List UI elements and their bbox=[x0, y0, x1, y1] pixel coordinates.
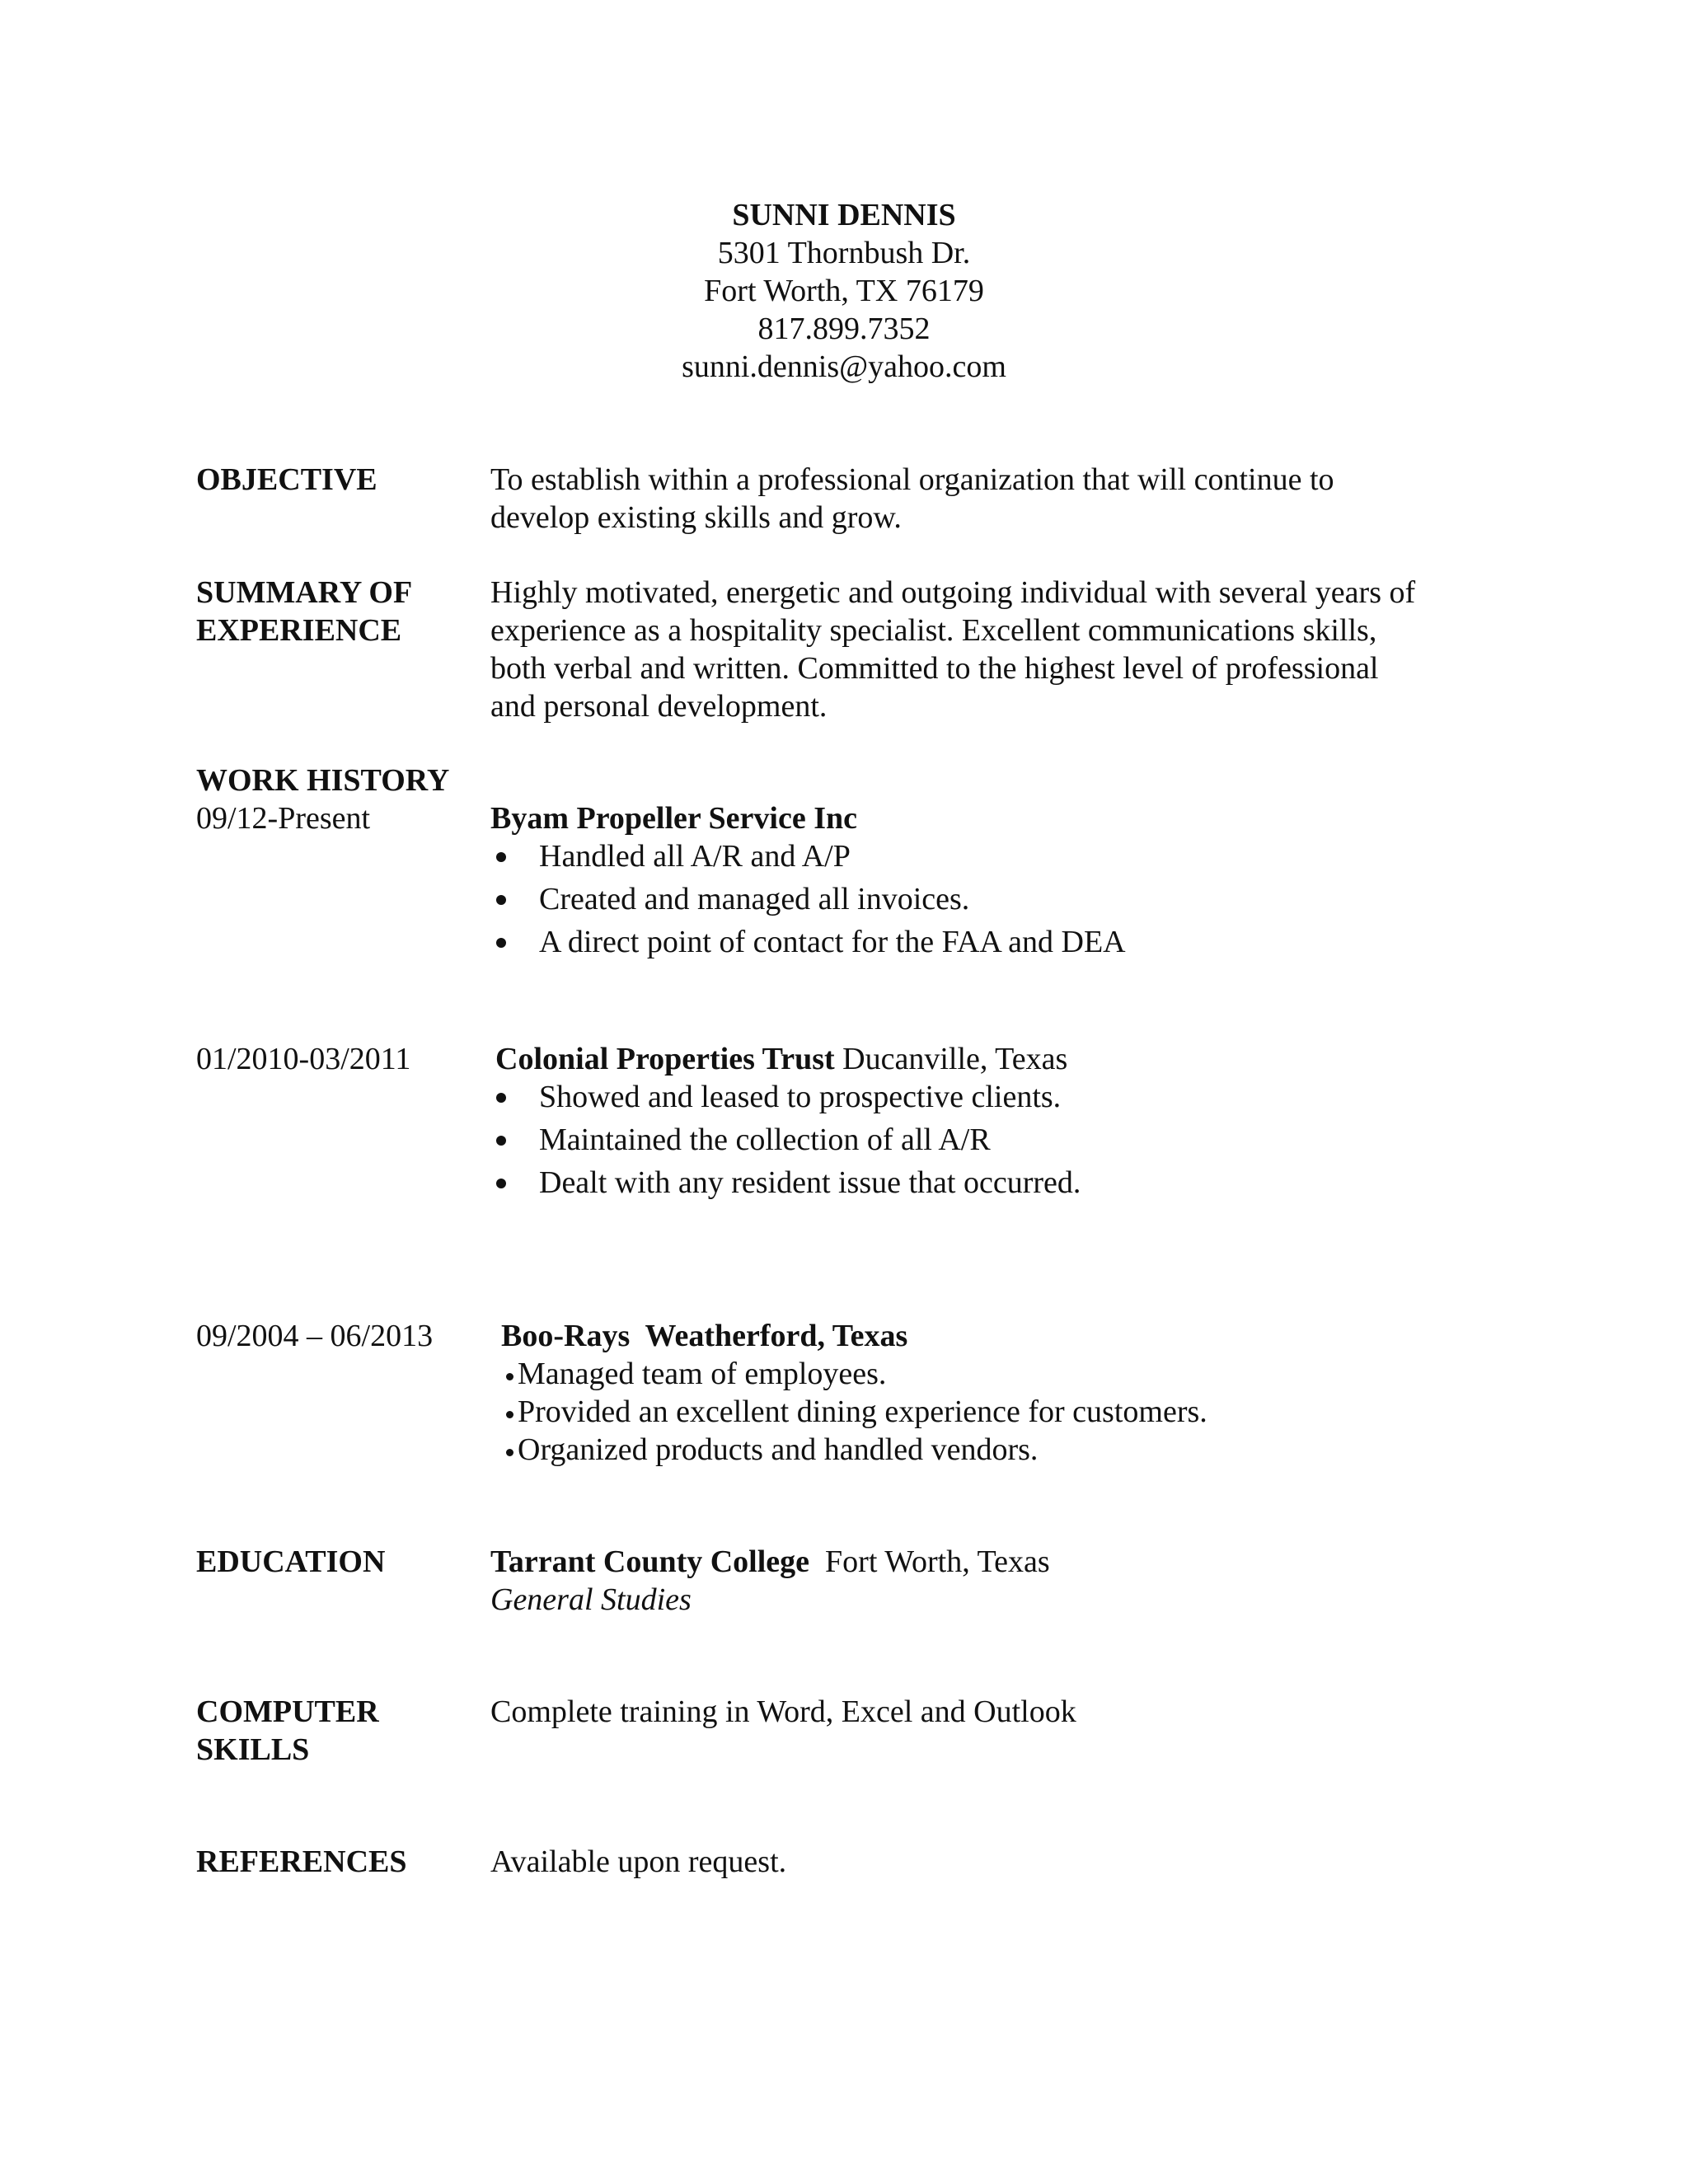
job-bullet: Created and managed all invoices. bbox=[539, 882, 970, 916]
objective-line: To establish within a professional organization that will continue to bbox=[490, 462, 1334, 497]
job-dates: 01/2010-03/2011 bbox=[196, 1042, 411, 1076]
phone-number: 817.899.7352 bbox=[757, 312, 931, 346]
education-school-line bbox=[490, 1543, 1050, 1581]
summary-heading-line1: SUMMARY OF bbox=[196, 575, 413, 610]
education-program: General Studies bbox=[490, 1582, 692, 1617]
address-city: Fort Worth, TX 76179 bbox=[704, 274, 984, 308]
bullet-dot bbox=[496, 895, 506, 905]
work-history-heading: WORK HISTORY bbox=[196, 763, 450, 798]
education-location: Fort Worth, Texas bbox=[825, 1544, 1050, 1579]
summary-line: experience as a hospitality specialist. Excellent communications skills, bbox=[490, 613, 1377, 648]
job-employer: Colonial Properties Trust bbox=[495, 1042, 835, 1076]
summary-heading-line2: EXPERIENCE bbox=[196, 613, 402, 648]
objective-heading: OBJECTIVE bbox=[196, 462, 377, 497]
computer-skills-heading-line1: COMPUTER bbox=[196, 1694, 379, 1729]
job-employer-line bbox=[495, 1040, 1067, 1078]
bullet-dot bbox=[506, 1449, 513, 1456]
applicant-name: SUNNI DENNIS bbox=[732, 198, 956, 232]
job-bullet: Dealt with any resident issue that occurred. bbox=[539, 1165, 1081, 1200]
email-address: sunni.dennis@yahoo.com bbox=[682, 349, 1006, 384]
bullet-dot bbox=[496, 1093, 506, 1103]
computer-skills-text: Complete training in Word, Excel and Outlook bbox=[490, 1694, 1076, 1729]
references-heading: REFERENCES bbox=[196, 1844, 407, 1879]
job-bullet: Showed and leased to prospective clients. bbox=[539, 1080, 1062, 1114]
bullet-dot bbox=[496, 938, 506, 948]
summary-line: both verbal and written. Committed to the highest level of professional bbox=[490, 651, 1379, 686]
bullet-dot bbox=[506, 1373, 513, 1380]
education-heading: EDUCATION bbox=[196, 1544, 386, 1579]
summary-line: Highly motivated, energetic and outgoing individual with several years of bbox=[490, 575, 1416, 610]
job-location: Ducanville, Texas bbox=[842, 1042, 1068, 1076]
job-employer: Boo-Rays Weatherford, Texas bbox=[501, 1319, 908, 1353]
summary-line: and personal development. bbox=[490, 689, 828, 724]
job-dates: 09/2004 – 06/2013 bbox=[196, 1319, 434, 1353]
education-school: Tarrant County College bbox=[490, 1544, 810, 1579]
job-bullet: Organized products and handled vendors. bbox=[518, 1432, 1039, 1467]
job-dates: 09/12-Present bbox=[196, 801, 371, 836]
bullet-dot bbox=[496, 1179, 506, 1188]
job-bullet: Maintained the collection of all A/R bbox=[539, 1122, 991, 1157]
job-employer: Byam Propeller Service Inc bbox=[490, 801, 857, 836]
job-bullet: A direct point of contact for the FAA and DEA bbox=[539, 925, 1126, 959]
bullet-dot bbox=[496, 1136, 506, 1146]
job-bullet: Managed team of employees. bbox=[518, 1357, 887, 1391]
address-street: 5301 Thornbush Dr. bbox=[717, 236, 971, 270]
references-text: Available upon request. bbox=[490, 1844, 787, 1879]
bullet-dot bbox=[496, 852, 506, 862]
job-bullet: Handled all A/R and A/P bbox=[539, 839, 851, 874]
job-bullet: Provided an excellent dining experience for customers. bbox=[518, 1394, 1207, 1429]
objective-line: develop existing skills and grow. bbox=[490, 500, 902, 535]
computer-skills-heading-line2: SKILLS bbox=[196, 1732, 310, 1767]
bullet-dot bbox=[506, 1411, 513, 1418]
